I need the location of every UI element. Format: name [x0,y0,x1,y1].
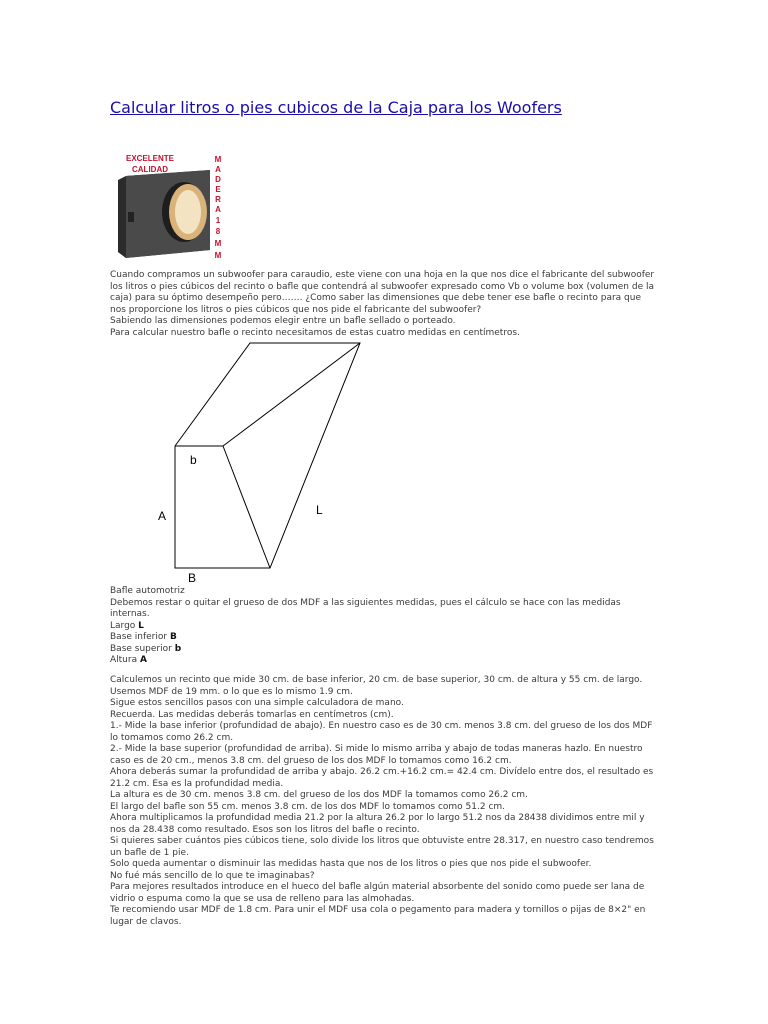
vertical-letter: D [215,175,221,184]
body-paragraph: Usemos MDF de 19 mm. o lo que es lo mismo 1.9 cm. [110,686,353,697]
intro-line: caja) para su óptimo desempeño pero……. ¿Como saber las dimensiones que debe tener ese bafle o recinto para que [110,293,642,303]
measure-key: L [138,620,144,631]
vertical-letter: A [215,205,221,214]
body-paragraph: El largo del bafle son 55 cm. menos 3.8 cm. de los dos MDF lo tomamos como 51.2 cm. [110,801,506,812]
badge-line-2: CALIDAD [132,165,168,174]
vertical-letter: R [215,195,221,204]
measure-item-largo [110,621,650,633]
intro-line: Para calcular nuestro bafle o recinto necesitamos de estas cuatro medidas en centímetros. [110,327,520,338]
vertical-letter: A [215,165,221,174]
measures-intro: Debemos restar o quitar el grueso de dos MDF a las siguientes medidas, pues el cálculo se hace con las medidas internas. [110,597,621,619]
measure-label: Largo [110,620,139,631]
label-A: A [158,509,167,523]
diagram-caption: Bafle automotriz [110,586,185,596]
measure-label: Base superior [110,643,175,654]
measure-label: Altura [110,655,140,665]
label-b: b [190,453,197,467]
body-paragraph: Recuerda. Las medidas deberás tomarlas en centímetros (cm). [110,709,394,720]
vertical-letter: 1 [215,216,221,225]
vertical-letter: M [214,251,222,260]
measure-label: Base inferior [110,632,170,642]
vertical-letter: M [214,239,222,248]
intro-line: nos proporcione los litros o pies cúbicos que nos pide el fabricante del subwoofer? [110,304,482,315]
intro-paragraph [110,270,670,339]
box-shape [118,170,210,258]
body-paragraph: La altura es de 30 cm. menos 3.8 cm. del grueso de los dos MDF la tomamos como 26.2 cm. [110,790,528,800]
page-title[interactable]: Calcular litros o pies cubicos de la Caja para los Woofers [110,98,562,117]
measure-item-base-superior [110,644,650,656]
body-paragraph: Calculemos un recinto que mide 30 cm. de base inferior, 20 cm. de base superior, 30 cm. de altura y 55 cm. de largo. [110,675,643,685]
subwoofer-box-image [112,150,228,264]
intro-line: Sabiendo las dimensiones podemos elegir entre un bafle sellado o porteado. [110,316,456,326]
vertical-letter: M [214,155,222,164]
calculation-body [110,675,655,928]
body-paragraph: Solo queda aumentar o disminuir las medidas hasta que nos de los litros o pies que nos pide el subwoofer. [110,859,592,869]
body-paragraph: Ahora multiplicamos la profundidad media 21.2 por la altura 26.2 por lo largo 51.2 nos da 28438 dividimos entre mil y nos da 28.438 como resultado. Esos son los litros del bafle o recinto. [110,813,645,835]
body-paragraph: 2.- Mide la base superior (profundidad de arriba). Si mide lo mismo arriba y abajo de todas maneras hazlo. En nuestro caso es de 20 cm., menos 3.8 cm. del grueso de los dos MDF lo tomamos como 16.2 cm. [110,744,643,766]
measures-section [110,586,650,667]
body-paragraph: No fué más sencillo de lo que te imaginabas? [110,870,315,881]
intro-line: Cuando compramos un subwoofer para caraudio, este viene con una hoja en la que nos dice el fabricante del subwoofer [110,270,655,280]
measure-key: A [139,655,147,665]
box-outline [175,343,360,568]
body-paragraph: Sigue estos sencillos pasos con una simple calculadora de mano. [110,698,404,708]
vertical-madera-label [215,155,222,260]
badge-line-1: EXCELENTE [125,154,175,163]
box-dimensions-diagram [150,338,370,586]
body-paragraph: 1.- Mide la base inferior (profundidad de abajo). En nuestro caso es de 30 cm. menos 3.8 cm. del grueso de los dos MDF lo tomamos como 26.2 cm. [110,721,653,743]
body-paragraph: Si quieres saber cuántos pies cúbicos tiene, solo divide los litros que obtuviste entre 28.317, en nuestro caso tendremos un bafle de 1 pie. [110,836,654,858]
measure-key: B [169,632,177,642]
label-L: L [316,503,323,517]
vertical-letter: E [215,185,221,194]
label-B: B [188,571,197,585]
measure-key: b [174,643,182,654]
intro-line: los litros o pies cúbicos del recinto o bafle que contendrá al subwoofer expresado como Vb o volume box (volumen de la [110,281,655,292]
vertical-letter: 8 [215,227,221,236]
body-paragraph: Ahora deberás sumar la profundidad de arriba y abajo. 26.2 cm.+16.2 cm.= 42.4 cm. Divídelo entre dos, el resultado es 21.2 cm. Esa es la profundidad media. [110,767,654,789]
measure-item-base-inferior [110,632,650,644]
measure-item-altura [110,655,650,667]
body-paragraph: Te recomiendo usar MDF de 1.8 cm. Para unir el MDF usa cola o pegamento para madera y tornillos o pijas de 8×2" en lugar de clavos. [110,905,646,927]
body-paragraph: Para mejores resultados introduce en el hueco del bafle algún material absorbente del sonido como puede ser lana de vidrio o espuma como la que se usa de relleno para las almohadas. [110,882,645,904]
